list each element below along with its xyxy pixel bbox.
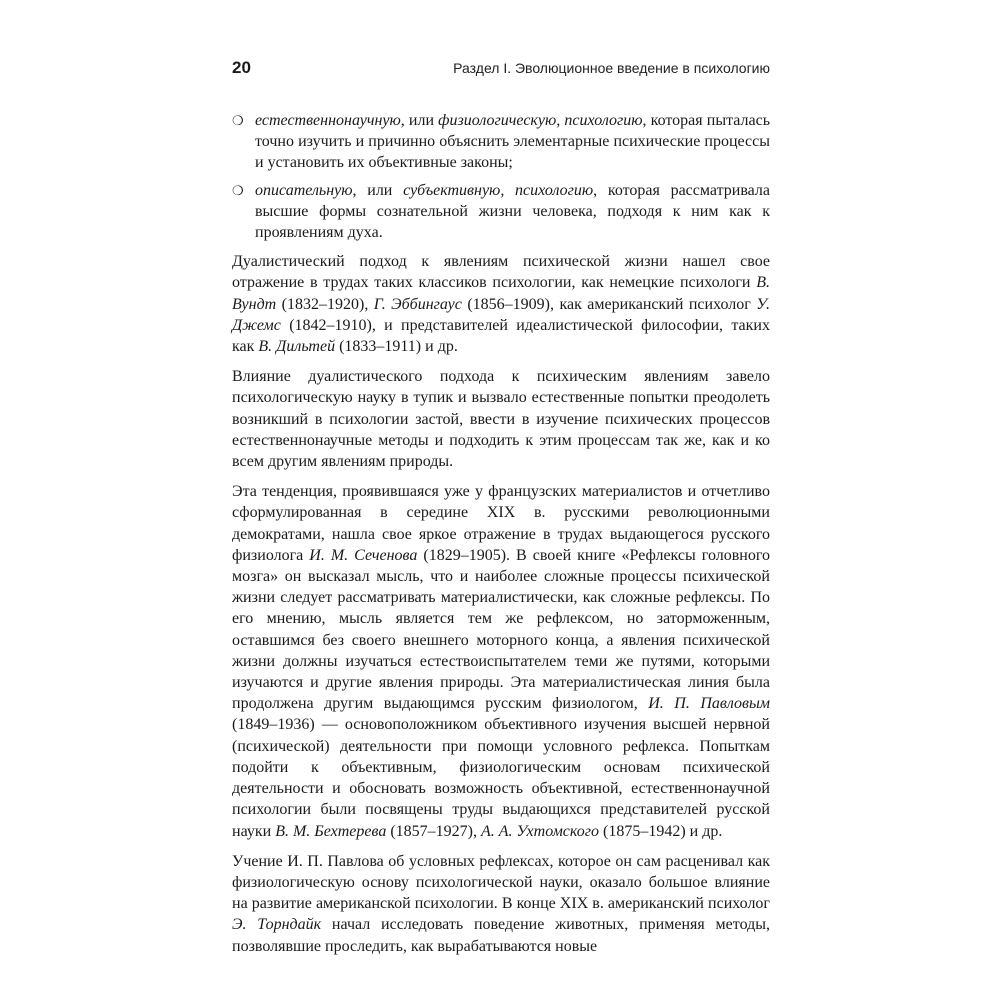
italic-name-span: субъективную, психологию (403, 181, 594, 199)
italic-name-span: В. Дильтей (258, 338, 336, 356)
text-span: , или (400, 112, 439, 129)
body-text (232, 110, 770, 966)
circle-bullet-icon: ❍ (232, 182, 244, 198)
page-header (232, 58, 770, 82)
italic-name-span: А. А. Ухтомского (480, 822, 600, 840)
italic-name-span: естественнонаучную (255, 112, 401, 129)
page-number: 20 (232, 58, 251, 77)
bullet-item (232, 110, 770, 174)
paragraph (232, 851, 770, 957)
paragraph (232, 366, 770, 472)
text-span: Эта тенденция, проявившаяся уже у французских материалистов и отчетливо сформулированная в середине XIX в. русскими революционными демократами, нашла свое яркое отражение в трудах выдающегося русского физиолога (232, 483, 770, 564)
text-span: (1832–1920), (276, 295, 374, 313)
italic-name-span: В. Вундт (232, 274, 770, 313)
circle-bullet-icon: ❍ (232, 113, 244, 128)
italic-name-span: И. М. Сеченова (309, 546, 418, 564)
italic-name-span: В. М. Бехтерева (275, 822, 387, 840)
text-span: Дуалистический подход к явлениям психической жизни нашел свое отражение в трудах таких классиков психологии, как немецкие психологи (232, 253, 770, 292)
text-span: Влияние дуалистического подхода к психическим явлениям завело психологическую науку в тупик и вызвало естественные попытки преодолеть возникший в психологии застой, ввести в изучение психических процессов естественнонаучные методы и подходить к этим процессам так же, как и ко всем другим явлениям природы. (232, 368, 770, 471)
italic-name-span: описательную (255, 181, 353, 199)
paragraphs (232, 251, 770, 957)
text-span: , которая пыталась точно изучить и причинно объяснить элементарные психические процессы и установить их объективные законы; (255, 112, 770, 172)
bullet-text (255, 180, 770, 244)
text-span: (1857–1927), (386, 822, 481, 840)
text-span: (1829–1905). В своей книге «Рефлексы головного мозга» он высказал мысль, что и наиболее сложные процессы психической жизни следует рассматривать материалистически, как сложные рефлексы. По его мнению, мысль является тем же рефлексом, но заторможенным, оставшимся без своего внешнего моторного конца, а явления психической жизни должны изучаться естествоиспытателем теми же путями, которыми изучаются и другие явления природы. Эта материалистическая линия была продолжена другим выдающимся русским физиологом, (232, 546, 771, 713)
paragraph (232, 481, 770, 841)
text-span: (1842–1910), и представителей идеалистической философии, таких как (232, 316, 770, 356)
text-span: (1849–1936) — основоположником объективного изучения высшей нервной (психической) деятельности при помощи условного рефлекса. Попыткам подойти к объективным, физиологическим основам психической деятельности и обосновать возможность объективной, естественнонаучной психологии были посвящены труды выдающихся представителей русской науки (232, 716, 770, 840)
text-span: (1856–1909), как американский психолог (461, 295, 757, 313)
running-head: Раздел I. Эволюционное введение в психологию (453, 60, 770, 76)
italic-name-span: физиологическую, психологию (438, 112, 643, 129)
text-span: , или (352, 181, 404, 199)
text-span: начал исследовать поведение животных, применяя методы, позволявшие проследить, как вырабатываются новые (232, 916, 770, 955)
bullet-text (255, 110, 770, 174)
italic-name-span: Г. Эббингаус (373, 295, 462, 313)
bullet-item (232, 180, 770, 244)
bullet-list (232, 110, 770, 243)
italic-name-span: И. П. Павловым (648, 695, 771, 713)
italic-name-span: Э. Торндайк (232, 916, 322, 934)
text-span: Учение И. П. Павлова об условных рефлексах, которое он сам расценивал как физиологическую основу психологической науки, оказало большое влияние на развитие американской психологии. В конце XIX в. американский психолог (232, 852, 770, 913)
paragraph (232, 251, 770, 357)
text-span: (1875–1942) и др. (599, 822, 723, 840)
text-span: (1833–1911) и др. (335, 338, 458, 356)
text-span: , которая рассматривала высшие формы сознательной жизни человека, подходя к ним как к проявлениям духа. (255, 181, 770, 242)
italic-name-span: У. Джемс (232, 295, 771, 334)
